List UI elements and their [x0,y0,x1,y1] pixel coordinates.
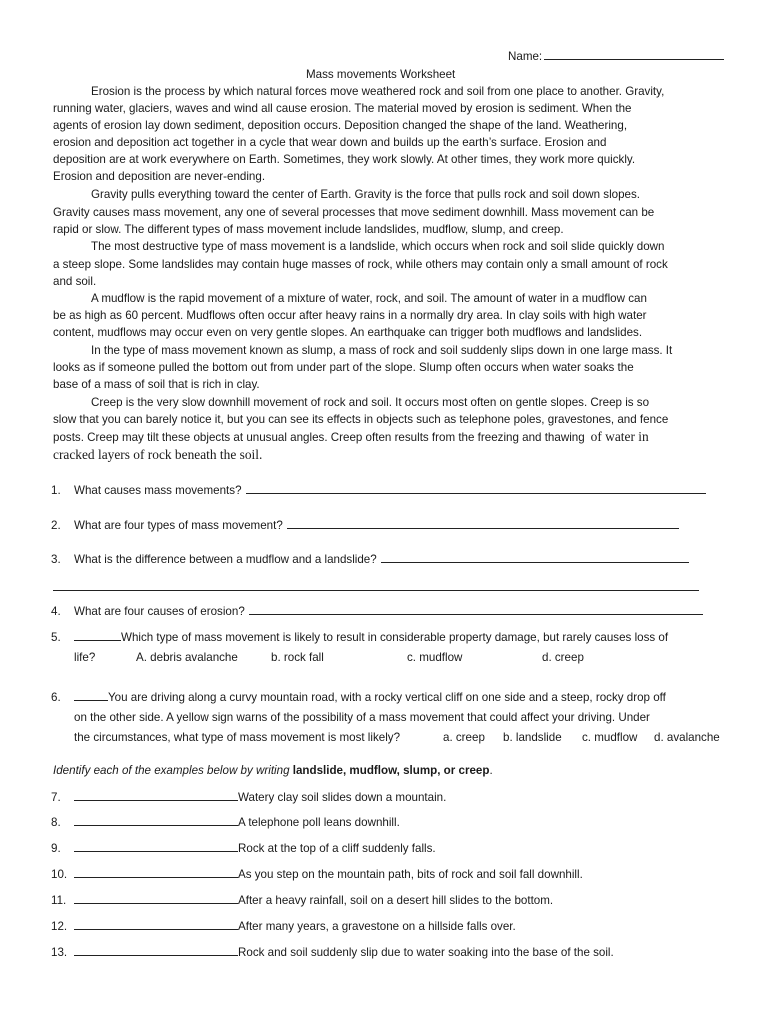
question-number: 3. [51,553,61,566]
answer-blank[interactable] [74,840,238,852]
passage-line: and soil. [53,275,97,288]
example-item: Rock and soil suddenly slip due to water soaking into the base of the soil. [74,944,614,961]
question-number: 5. [51,631,61,644]
question-number: 1. [51,484,61,497]
answer-blank[interactable] [246,482,706,494]
example-item: Rock at the top of a cliff suddenly falls. [74,840,436,857]
option-debris-avalanche[interactable]: A. debris avalanche [136,651,238,664]
question-3: What is the difference between a mudflow and a landslide? [74,551,689,568]
question-1: What causes mass movements? [74,482,706,499]
option-mudflow[interactable]: c. mudflow [582,731,638,744]
answer-blank[interactable] [74,689,108,701]
question-number: 2. [51,519,61,532]
passage-line: rapid or slow. The different types of mass movement include landslides, mudflow, slump, and creep. [53,223,564,236]
example-number: 8. [51,816,61,829]
example-number: 9. [51,842,61,855]
example-number: 10. [51,868,68,881]
passage-line: a steep slope. Some landslides may contain huge masses of rock, while others may contain only a small amount of rock [53,258,668,271]
question-6-cont: the circumstances, what type of mass movement is most likely? [74,731,401,744]
example-item: After a heavy rainfall, soil on a desert hill slides to the bottom. [74,892,553,909]
question-4: What are four causes of erosion? [74,603,703,620]
passage-line: deposition are at work everywhere on Earth. Sometimes, they work slowly. At other times, they work more quickly. [53,153,636,166]
passage-line: Creep is the very slow downhill movement of rock and soil. It occurs most often on gentle slopes. Creep is so [91,396,650,409]
passage-line: In the type of mass movement known as slump, a mass of rock and soil suddenly slips down in one large mass. It [91,344,673,357]
answer-blank[interactable] [249,603,703,615]
question-number: 4. [51,605,61,618]
passage-line: Gravity causes mass movement, any one of several processes that move sediment downhill. Mass movement can be [53,206,655,219]
question-5: Which type of mass movement is likely to result in considerable property damage, but rarely causes loss of [74,629,668,646]
name-label: Name: [508,48,724,65]
passage-line: running water, glaciers, waves and wind all cause erosion. The material moved by erosion is sediment. When the [53,102,632,115]
example-item: Watery clay soil slides down a mountain. [74,789,446,806]
passage-line: Erosion is the process by which natural forces move weathered rock and soil from one place to another. Gravity, [91,85,665,98]
example-item: As you step on the mountain path, bits of rock and soil fall downhill. [74,866,583,883]
name-blank[interactable] [544,48,724,60]
answer-blank[interactable] [74,629,121,641]
question-6-cont: on the other side. A yellow sign warns of the possibility of a mass movement that could affect your driving. Under [74,711,650,724]
option-mudflow[interactable]: c. mudflow [407,651,463,664]
passage-line: content, mudflows may occur even on very gentle slopes. An earthquake can trigger both mudflows and landslides. [53,326,643,339]
question-5-cont: life? [74,651,96,664]
passage-line: The most destructive type of mass movement is a landslide, which occurs when rock and soil slide quickly down [91,240,665,253]
answer-blank[interactable] [74,944,238,956]
option-avalanche[interactable]: d. avalanche [654,731,720,744]
answer-blank[interactable] [74,789,238,801]
question-2: What are four types of mass movement? [74,517,679,534]
passage-line: looks as if someone pulled the bottom out from under part of the slope. Slump often occurs when water soaks the [53,361,634,374]
passage-line: agents of erosion lay down sediment, deposition occurs. Deposition changed the shape of the land. Weathering, [53,119,628,132]
option-landslide[interactable]: b. landslide [503,731,562,744]
answer-blank-line[interactable] [53,590,699,591]
passage-line: be as high as 60 percent. Mudflows often occur after heavy rains in a normally dry area. In clay soils with high water [53,309,647,322]
passage-line: Gravity pulls everything toward the center of Earth. Gravity is the force that pulls rock and soil down slopes. [91,188,641,201]
passage-line: Erosion and deposition are never-ending. [53,170,266,183]
answer-blank[interactable] [74,866,238,878]
example-number: 7. [51,791,61,804]
passage-line: base of a mass of soil that is rich in clay. [53,378,260,391]
example-number: 11. [51,894,67,907]
passage-line: posts. Creep may tilt these objects at unusual angles. Creep often results from the freezing and thawing of water in [53,429,649,444]
answer-blank[interactable] [74,814,238,826]
option-rock-fall[interactable]: b. rock fall [271,651,324,664]
option-creep[interactable]: d. creep [542,651,584,664]
answer-blank[interactable] [287,517,679,529]
passage-line: erosion and deposition act together in a cycle that wear down and builds up the earth’s surface. Erosion and [53,136,607,149]
passage-line: slow that you can barely notice it, but you can see its effects in objects such as telephone poles, gravestones, and fence [53,413,669,426]
example-item: A telephone poll leans downhill. [74,814,400,831]
answer-blank[interactable] [74,918,238,930]
question-6: You are driving along a curvy mountain road, with a rocky vertical cliff on one side and a steep, rocky drop off [74,689,666,706]
answer-blank[interactable] [381,551,689,563]
answer-blank[interactable] [74,892,238,904]
worksheet-title: Mass movements Worksheet [306,68,456,81]
question-number: 6. [51,691,61,704]
option-creep[interactable]: a. creep [443,731,485,744]
example-number: 13. [51,946,68,959]
identify-instruction: Identify each of the examples below by writing landslide, mudflow, slump, or creep. [53,764,493,777]
example-number: 12. [51,920,68,933]
passage-line: A mudflow is the rapid movement of a mixture of water, rock, and soil. The amount of water in a mudflow can [91,292,647,305]
passage-line: cracked layers of rock beneath the soil. [53,447,263,462]
example-item: After many years, a gravestone on a hillside falls over. [74,918,516,935]
